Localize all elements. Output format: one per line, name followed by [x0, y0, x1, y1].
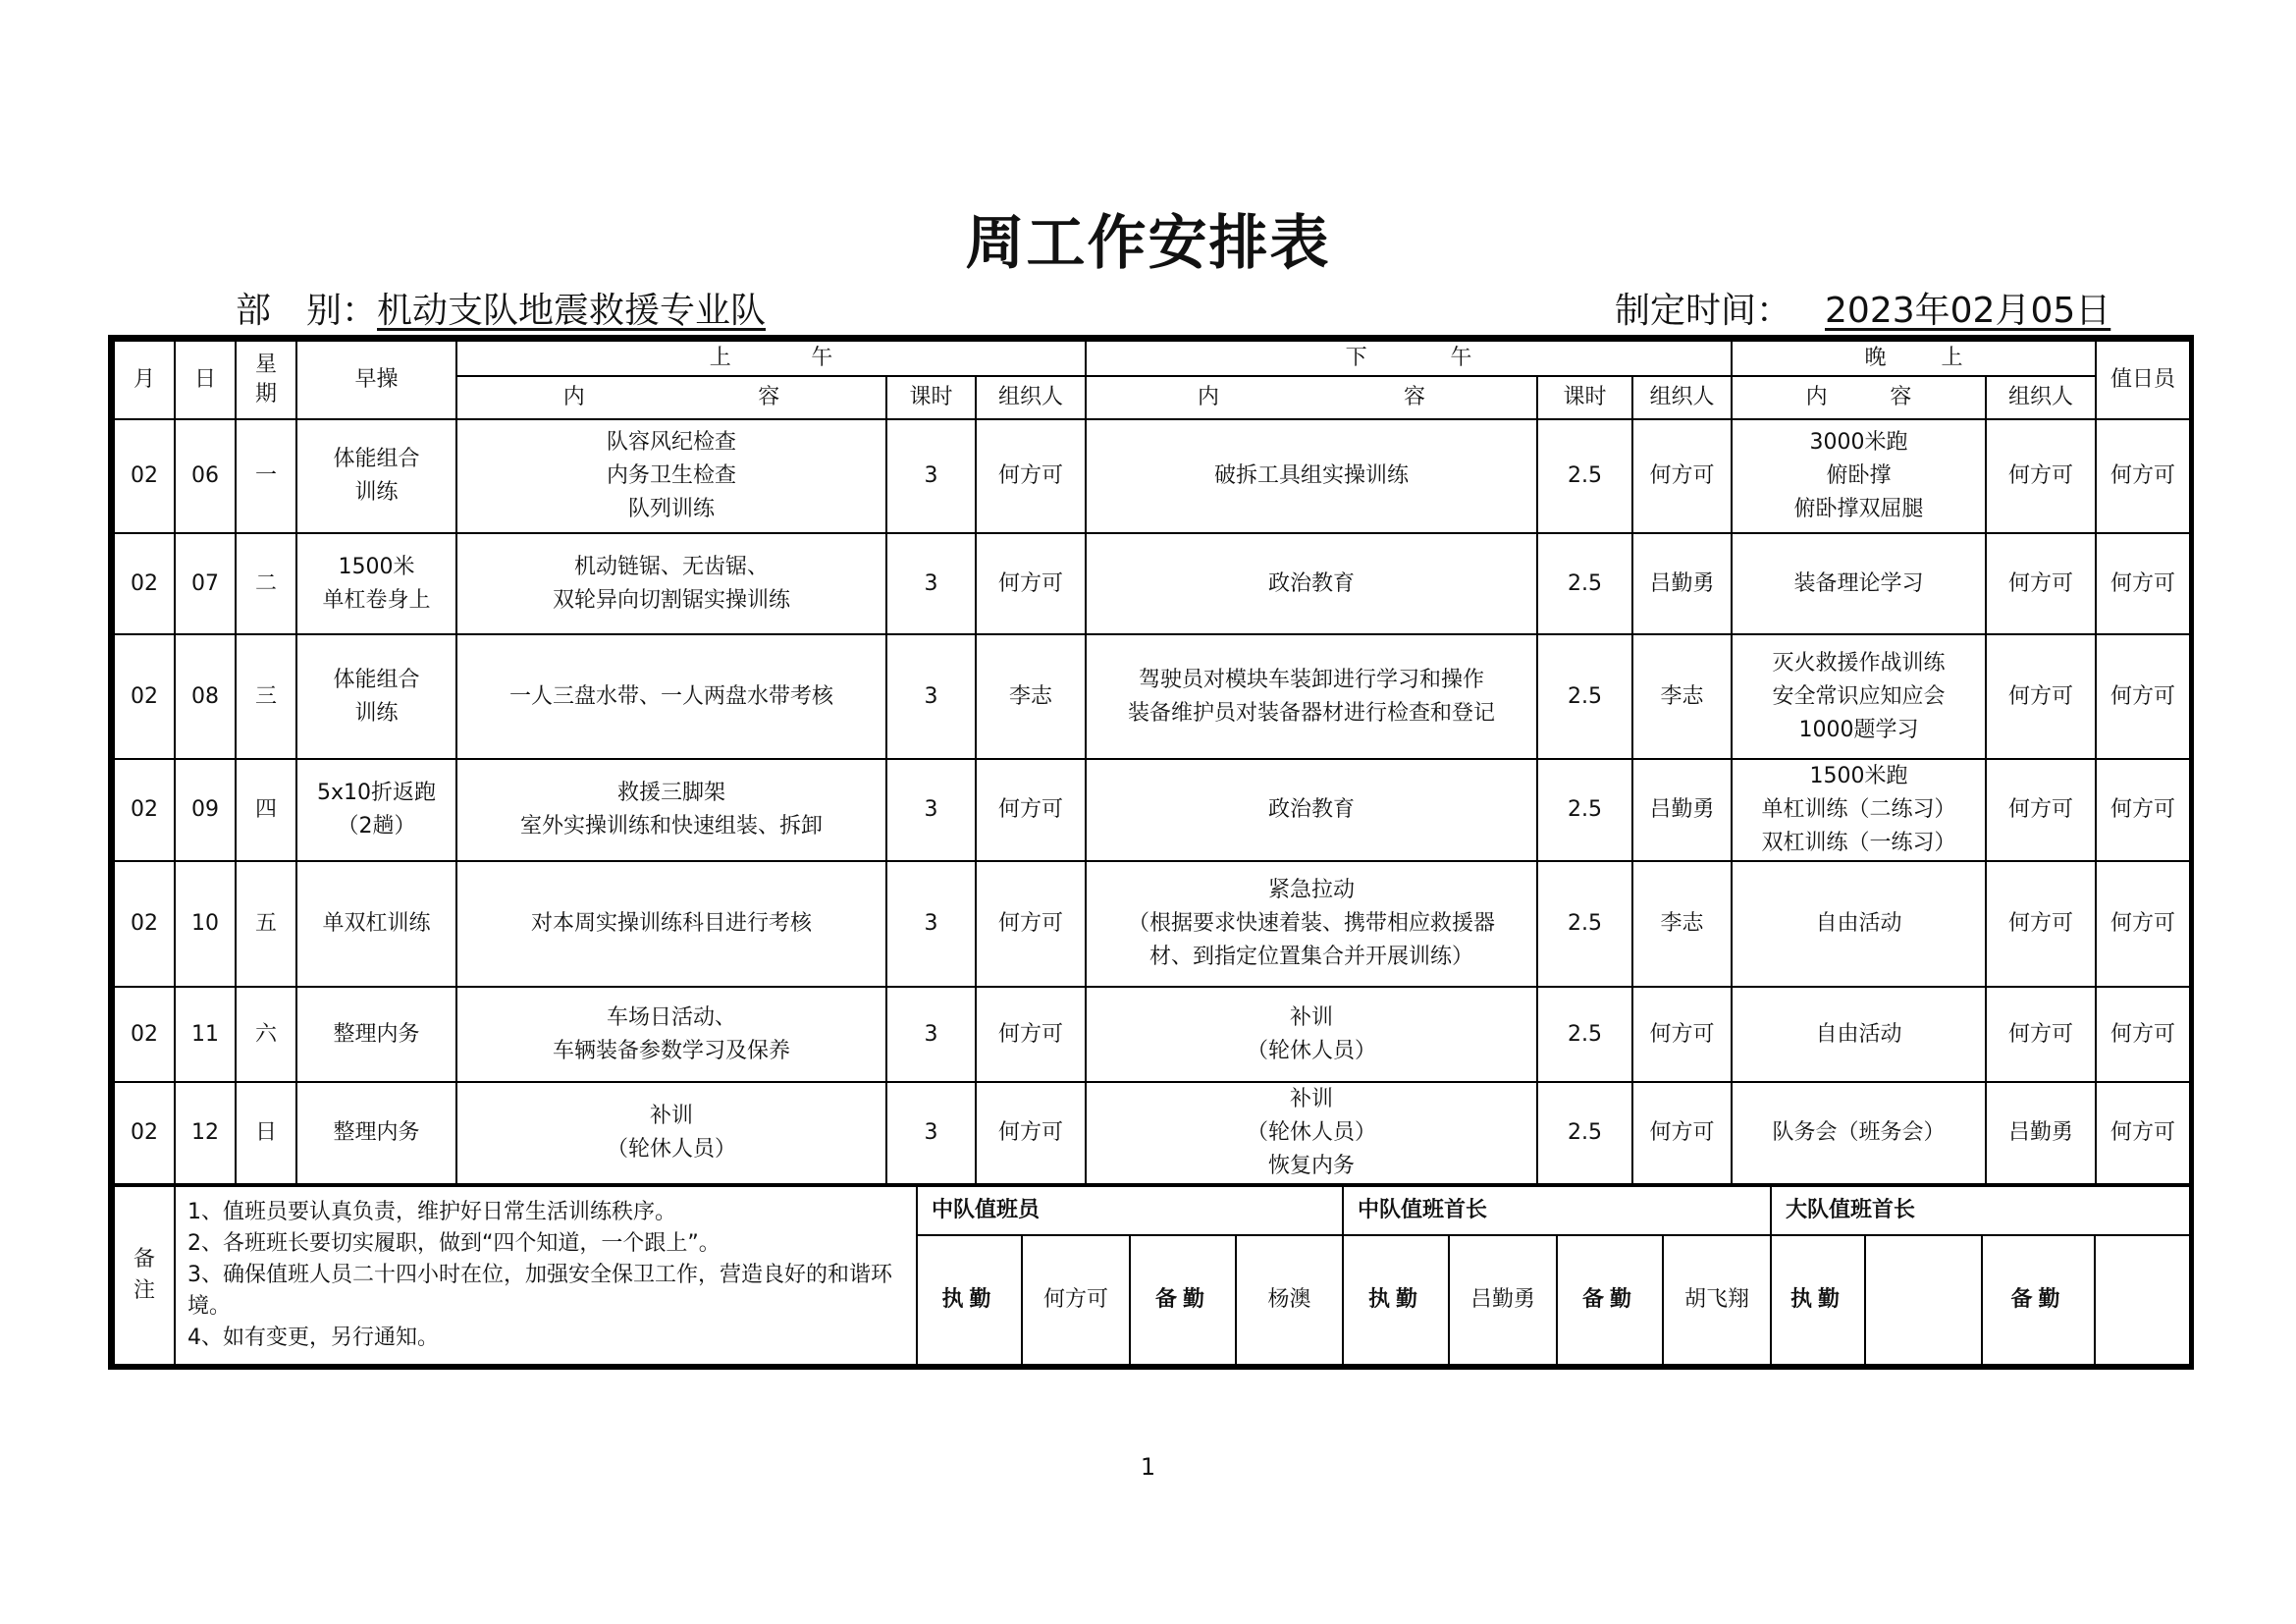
row-weekday: 三	[236, 634, 296, 759]
row-month: 02	[114, 1082, 175, 1184]
backup-duty-name: 杨澳	[1236, 1235, 1343, 1365]
row-am-hours: 3	[886, 1082, 976, 1184]
row-day: 07	[175, 533, 236, 634]
row-weekday: 日	[236, 1082, 296, 1184]
row-weekday: 六	[236, 987, 296, 1082]
row-drill: 体能组合 训练	[296, 634, 456, 759]
table-row	[114, 1082, 2190, 1184]
squad-duty-title: 中队值班员	[917, 1186, 1343, 1235]
row-duty: 何方可	[2096, 987, 2190, 1082]
remark-label: 备 注	[114, 1186, 175, 1365]
row-am-content: 一人三盘水带、一人两盘水带考核	[456, 634, 886, 759]
row-eve-organizer: 何方可	[1986, 861, 2096, 987]
am-organizer-header: 组织人	[976, 376, 1086, 419]
row-eve-content: 3000米跑 俯卧撑 俯卧撑双屈腿	[1732, 419, 1986, 533]
row-duty: 何方可	[2096, 634, 2190, 759]
made-time-value: 2023年02月05日	[1825, 291, 2111, 331]
row-am-content: 对本周实操训练科目进行考核	[456, 861, 886, 987]
table-row	[114, 759, 2190, 861]
row-am-organizer: 李志	[976, 634, 1086, 759]
table-row	[114, 533, 2190, 634]
row-drill: 整理内务	[296, 1082, 456, 1184]
squad-leader-duty-title: 中队值班首长	[1343, 1186, 1771, 1235]
header-row-1	[114, 341, 2190, 376]
row-eve-organizer: 吕勤勇	[1986, 1082, 2096, 1184]
table-row	[114, 987, 2190, 1082]
row-duty: 何方可	[2096, 861, 2190, 987]
row-drill: 1500米 单杠卷身上	[296, 533, 456, 634]
row-weekday: 四	[236, 759, 296, 861]
row-pm-content: 驾驶员对模块车装卸进行学习和操作 装备维护员对装备器材进行检查和登记	[1086, 634, 1537, 759]
row-pm-hours: 2.5	[1537, 419, 1632, 533]
on-duty-label: 执勤	[917, 1235, 1022, 1365]
row-am-content: 队容风纪检查 内务卫生检查 队列训练	[456, 419, 886, 533]
row-am-organizer: 何方可	[976, 1082, 1086, 1184]
department-label: 部 别：	[236, 291, 378, 331]
footer-table	[113, 1185, 2191, 1366]
row-pm-content: 紧急拉动 （根据要求快速着装、携带相应救援器 材、到指定位置集合并开展训练）	[1086, 861, 1537, 987]
table-row	[114, 634, 2190, 759]
table-row	[114, 861, 2190, 987]
row-month: 02	[114, 861, 175, 987]
col-morning-drill: 早操	[296, 341, 456, 419]
row-drill: 5x10折返跑 （2趟）	[296, 759, 456, 861]
row-day: 11	[175, 987, 236, 1082]
row-duty: 何方可	[2096, 419, 2190, 533]
row-eve-organizer: 何方可	[1986, 987, 2096, 1082]
row-drill: 单双杠训练	[296, 861, 456, 987]
row-am-hours: 3	[886, 634, 976, 759]
col-duty-officer: 值日员	[2096, 341, 2190, 419]
row-weekday: 一	[236, 419, 296, 533]
col-month: 月	[114, 341, 175, 419]
page-number: 1	[1140, 1453, 1156, 1481]
on-duty-name: 吕勤勇	[1449, 1235, 1557, 1365]
am-content-header: 内 容	[456, 376, 886, 419]
row-am-organizer: 何方可	[976, 987, 1086, 1082]
row-pm-organizer: 李志	[1632, 861, 1732, 987]
row-day: 08	[175, 634, 236, 759]
row-pm-organizer: 何方可	[1632, 1082, 1732, 1184]
row-weekday: 二	[236, 533, 296, 634]
row-drill: 体能组合 训练	[296, 419, 456, 533]
row-month: 02	[114, 533, 175, 634]
row-day: 09	[175, 759, 236, 861]
row-am-organizer: 何方可	[976, 759, 1086, 861]
row-pm-organizer: 吕勤勇	[1632, 533, 1732, 634]
group-pm: 下 午	[1086, 341, 1732, 376]
row-duty: 何方可	[2096, 759, 2190, 861]
row-duty: 何方可	[2096, 533, 2190, 634]
department-line	[236, 283, 766, 333]
row-am-hours: 3	[886, 759, 976, 861]
row-eve-content: 自由活动	[1732, 987, 1986, 1082]
row-month: 02	[114, 759, 175, 861]
row-am-hours: 3	[886, 987, 976, 1082]
row-eve-content: 自由活动	[1732, 861, 1986, 987]
row-day: 06	[175, 419, 236, 533]
eve-content-header: 内 容	[1732, 376, 1986, 419]
row-am-content: 救援三脚架 室外实操训练和快速组装、拆卸	[456, 759, 886, 861]
row-pm-organizer: 李志	[1632, 634, 1732, 759]
row-pm-hours: 2.5	[1537, 533, 1632, 634]
pm-content-header: 内 容	[1086, 376, 1537, 419]
row-pm-hours: 2.5	[1537, 861, 1632, 987]
backup-duty-name: 胡飞翔	[1663, 1235, 1771, 1365]
row-pm-content: 破拆工具组实操训练	[1086, 419, 1537, 533]
backup-duty-label: 备勤	[1557, 1235, 1663, 1365]
row-eve-organizer: 何方可	[1986, 419, 2096, 533]
schedule-table	[113, 340, 2191, 1185]
row-am-content: 补训 （轮休人员）	[456, 1082, 886, 1184]
row-pm-content: 政治教育	[1086, 533, 1537, 634]
pm-hours-header: 课时	[1537, 376, 1632, 419]
row-eve-organizer: 何方可	[1986, 759, 2096, 861]
col-day: 日	[175, 341, 236, 419]
row-eve-organizer: 何方可	[1986, 634, 2096, 759]
row-am-organizer: 何方可	[976, 419, 1086, 533]
remark-notes: 1、值班员要认真负责，维护好日常生活训练秩序。 2、各班班长要切实履职，做到“四个知道，一个跟上”。 3、确保值班人员二十四小时在位，加强安全保卫工作，营造良好的和谐环境。 4、如有变更，另行通知。	[175, 1186, 917, 1365]
backup-duty-label: 备勤	[1982, 1235, 2095, 1365]
eve-organizer-header: 组织人	[1986, 376, 2096, 419]
row-am-organizer: 何方可	[976, 533, 1086, 634]
row-am-hours: 3	[886, 419, 976, 533]
row-drill: 整理内务	[296, 987, 456, 1082]
row-am-hours: 3	[886, 861, 976, 987]
table-row	[114, 419, 2190, 533]
row-am-content: 车场日活动、 车辆装备参数学习及保养	[456, 987, 886, 1082]
row-pm-organizer: 何方可	[1632, 987, 1732, 1082]
row-pm-content: 政治教育	[1086, 759, 1537, 861]
on-duty-name: 何方可	[1022, 1235, 1130, 1365]
row-pm-content: 补训 （轮休人员） 恢复内务	[1086, 1082, 1537, 1184]
row-pm-hours: 2.5	[1537, 987, 1632, 1082]
row-pm-organizer: 吕勤勇	[1632, 759, 1732, 861]
col-weekday: 星 期	[236, 341, 296, 419]
pm-organizer-header: 组织人	[1632, 376, 1732, 419]
department-value: 机动支队地震救援专业队	[377, 291, 767, 331]
page-title: 周工作安排表	[965, 209, 1331, 278]
on-duty-name	[1865, 1235, 1982, 1365]
backup-duty-name	[2095, 1235, 2190, 1365]
row-pm-hours: 2.5	[1537, 634, 1632, 759]
row-day: 10	[175, 861, 236, 987]
row-month: 02	[114, 419, 175, 533]
am-hours-header: 课时	[886, 376, 976, 419]
row-month: 02	[114, 634, 175, 759]
row-eve-content: 装备理论学习	[1732, 533, 1986, 634]
row-weekday: 五	[236, 861, 296, 987]
row-pm-hours: 2.5	[1537, 1082, 1632, 1184]
row-day: 12	[175, 1082, 236, 1184]
group-evening: 晚 上	[1732, 341, 2096, 376]
row-am-content: 机动链锯、无齿锯、 双轮异向切割锯实操训练	[456, 533, 886, 634]
row-eve-content: 1500米跑 单杠训练（二练习） 双杠训练（一练习）	[1732, 759, 1986, 861]
backup-duty-label: 备勤	[1130, 1235, 1236, 1365]
made-time-line	[1615, 283, 2110, 333]
row-duty: 何方可	[2096, 1082, 2190, 1184]
row-am-organizer: 何方可	[976, 861, 1086, 987]
row-eve-content: 灭火救援作战训练 安全常识应知应会 1000题学习	[1732, 634, 1986, 759]
battalion-leader-duty-title: 大队值班首长	[1771, 1186, 2190, 1235]
made-time-label: 制定时间：	[1615, 291, 1792, 331]
on-duty-label: 执勤	[1343, 1235, 1449, 1365]
row-pm-content: 补训 （轮休人员）	[1086, 987, 1537, 1082]
row-am-hours: 3	[886, 533, 976, 634]
row-pm-organizer: 何方可	[1632, 419, 1732, 533]
row-pm-hours: 2.5	[1537, 759, 1632, 861]
row-eve-organizer: 何方可	[1986, 533, 2096, 634]
row-eve-content: 队务会（班务会）	[1732, 1082, 1986, 1184]
group-am: 上 午	[456, 341, 1086, 376]
footer-row-1	[114, 1186, 2190, 1235]
on-duty-label: 执勤	[1771, 1235, 1865, 1365]
row-month: 02	[114, 987, 175, 1082]
